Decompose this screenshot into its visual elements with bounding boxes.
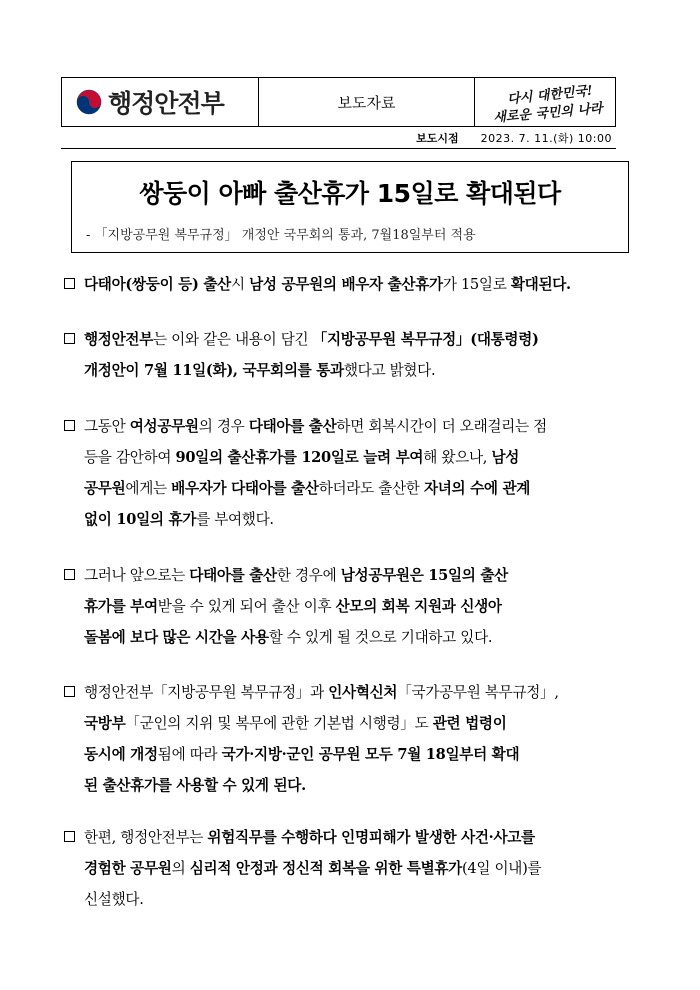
paragraph-line <box>64 739 642 770</box>
text-run: 에게는 <box>125 480 172 497</box>
paragraph-line <box>64 411 642 442</box>
bold-text-run: 자녀의 수에 관계 <box>423 480 531 497</box>
bold-text-run: 확대된다. <box>510 276 571 293</box>
text-run: 「국가공무원 복무규정」, <box>397 684 559 701</box>
paragraph-line <box>64 770 642 801</box>
text-run: 가 15일로 <box>442 276 511 293</box>
bold-text-run: 여성공무원 <box>129 418 199 435</box>
bold-text-run: 남성 공무원의 배우자 출산휴가 <box>249 276 443 293</box>
paragraph-line <box>64 677 642 708</box>
bold-text-run: 「지방공무원 복무규정」(대통령령) <box>312 331 539 348</box>
paragraph-line <box>64 853 642 884</box>
slogan-logo <box>475 78 615 126</box>
bold-text-run: 배우자가 다태아를 출산 <box>171 480 319 497</box>
paragraph-1 <box>64 269 642 300</box>
text-run: 한 경우에 <box>276 567 341 584</box>
ministry-logo <box>62 78 258 126</box>
bold-text-run: 경험한 공무원 <box>84 860 172 877</box>
text-run: 한편, 행정안전부는 <box>84 829 208 846</box>
bold-text-run: 개정안이 7월 11일(화), 국무회의를 통과 <box>84 362 344 379</box>
checkbox-bullet-icon <box>64 420 75 431</box>
bold-text-run: 국방부 <box>84 715 126 732</box>
bold-text-run: 행정안전부 <box>84 331 153 348</box>
bold-text-run: 돌봄에 보다 많은 시간을 사용 <box>84 629 269 646</box>
paragraph-line <box>64 708 642 739</box>
paragraph-line <box>64 622 642 653</box>
text-run: 할 수 있게 될 것으로 기대하고 있다. <box>268 629 493 646</box>
text-run: 등을 감안하여 <box>84 449 176 466</box>
release-time-label: 보도시점 <box>416 132 459 145</box>
text-run: 시 <box>230 276 250 293</box>
doc-type-label: 보도자료 <box>258 78 475 126</box>
bold-text-run: 된 출산휴가를 사용할 수 있게 된다. <box>84 777 306 794</box>
bold-text-run: 90일의 출산휴가를 120일로 늘려 부여 <box>175 449 424 466</box>
release-time-row <box>61 130 616 149</box>
bold-text-run: 공무원 <box>84 480 126 497</box>
bold-text-run: 관련 법령이 <box>432 715 507 732</box>
bold-text-run: 산모의 회복 지원과 신생아 <box>335 598 502 615</box>
bold-text-run: 남성공무원은 15일의 출산 <box>340 567 508 584</box>
bold-text-run: 다태아를 출산 <box>189 567 277 584</box>
header-box <box>61 77 616 127</box>
paragraph-line <box>64 560 642 591</box>
paragraph-line <box>64 269 642 300</box>
checkbox-bullet-icon <box>64 278 75 289</box>
title-box <box>71 161 629 253</box>
paragraph-3 <box>64 411 642 535</box>
text-run: 그러나 앞으로는 <box>84 567 190 584</box>
paragraph-5 <box>64 677 642 801</box>
paragraph-line <box>64 504 642 535</box>
bold-text-run: 동시에 개정 <box>84 746 158 763</box>
bold-text-run: 국가·지방·군인 공무원 모두 7월 18일부터 확대 <box>221 746 520 763</box>
taegeuk-emblem-icon <box>76 89 102 115</box>
text-run: 의 <box>171 860 190 877</box>
text-run: 「군인의 지위 및 복무에 관한 기본법 시행령」도 <box>125 715 433 732</box>
subheadline: - 「지방공무원 복무규정」 개정안 국무회의 통과, 7월18일부터 적용 <box>86 228 476 243</box>
paragraph-6 <box>64 822 642 915</box>
bold-text-run: 휴가를 부여 <box>84 598 158 615</box>
checkbox-bullet-icon <box>64 831 75 842</box>
text-run: 그동안 <box>84 418 130 435</box>
bold-text-run: 다태아를 출산 <box>248 418 337 435</box>
paragraph-line <box>64 355 642 386</box>
text-run: 됨에 따라 <box>157 746 222 763</box>
paragraph-2 <box>64 324 642 386</box>
text-run: 받을 수 있게 되어 출산 이후 <box>157 598 336 615</box>
text-run: (4일 이내)를 <box>461 860 542 877</box>
paragraph-line <box>64 473 642 504</box>
checkbox-bullet-icon <box>64 333 75 344</box>
headline: 쌍둥이 아빠 출산휴가 15일로 확대된다 <box>139 179 561 208</box>
text-run: 했다고 밝혔다. <box>343 362 436 379</box>
checkbox-bullet-icon <box>64 686 75 697</box>
bold-text-run: 인사혁신처 <box>328 684 398 701</box>
bold-text-run: 위험직무를 수행하다 인명피해가 발생한 사건·사고를 <box>207 829 535 846</box>
paragraph-line <box>64 822 642 853</box>
paragraph-line <box>64 591 642 622</box>
bold-text-run: 없이 10일의 휴가 <box>84 511 197 528</box>
paragraph-line <box>64 324 642 355</box>
bold-text-run: 다태아(쌍둥이 등) 출산 <box>84 276 231 293</box>
slogan-line-1: 다시 대한민국! <box>506 83 594 108</box>
text-run: 하면 회복시간이 더 오래걸리는 점 <box>336 418 547 435</box>
bold-text-run: 남성 <box>491 449 520 466</box>
text-run: 신설했다. <box>84 891 144 908</box>
bold-text-run: 심리적 안정과 정신적 회복을 위한 특별휴가 <box>189 860 462 877</box>
text-run: 하더라도 출산한 <box>318 480 424 497</box>
paragraph-line <box>64 884 642 915</box>
paragraph-line <box>64 442 642 473</box>
text-run: 를 부여했다. <box>196 511 274 528</box>
ministry-name: 행정안전부 <box>108 89 224 118</box>
text-run: 의 경우 <box>198 418 249 435</box>
text-run: 는 이와 같은 내용이 담긴 <box>153 331 313 348</box>
text-run: 해 왔으나, <box>423 449 492 466</box>
checkbox-bullet-icon <box>64 569 75 580</box>
slogan-line-2: 새로운 국민의 나라 <box>492 101 604 126</box>
paragraph-4 <box>64 560 642 653</box>
release-time-value: 2023. 7. 11.(화) 10:00 <box>480 132 612 145</box>
text-run: 행정안전부「지방공무원 복무규정」과 <box>84 684 329 701</box>
